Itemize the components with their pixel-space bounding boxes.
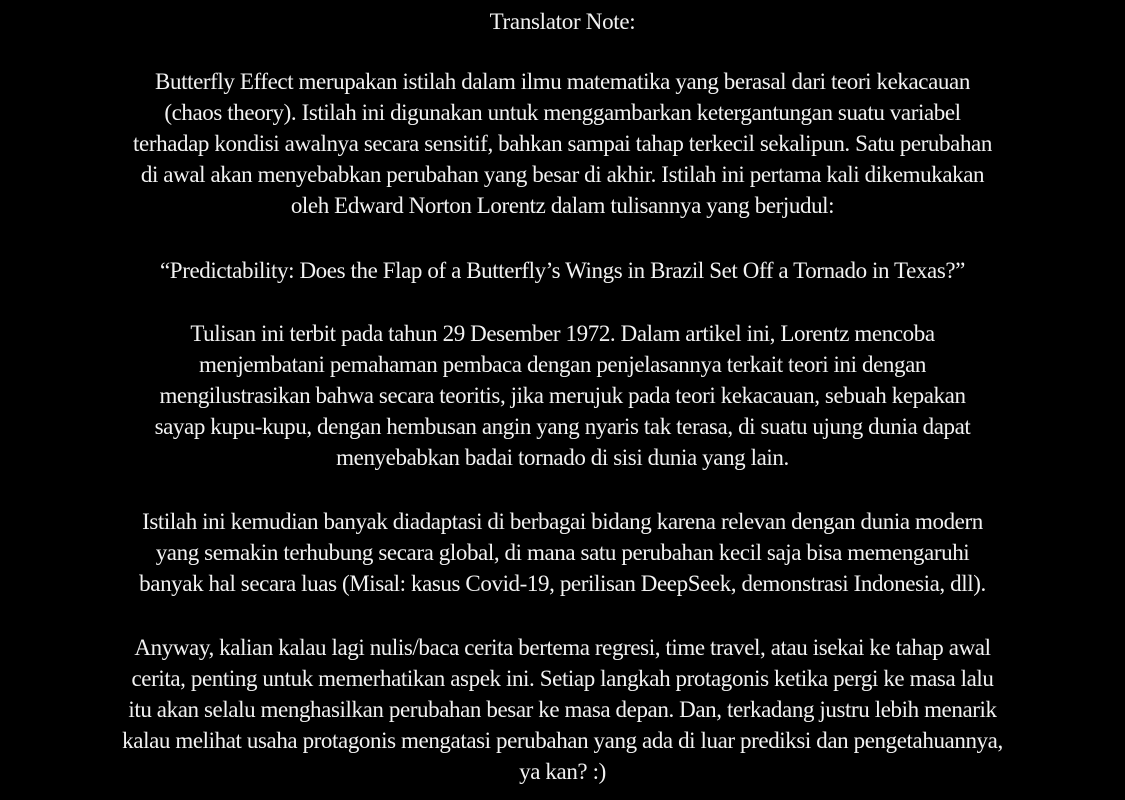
text-line: terhadap kondisi awalnya secara sensitif, bahkan sampai tahap terkecil sekalipun. Satu perubahan	[133, 131, 992, 156]
paragraph-article-explanation	[0, 318, 1125, 473]
text-line: itu akan selalu menghasilkan perubahan besar ke masa depan. Dan, terkadang justru lebih menarik	[128, 697, 997, 722]
text-line: banyak hal secara luas (Misal: kasus Covid-19, perilisan DeepSeek, demonstrasi Indonesia, dll).	[139, 571, 986, 596]
text-line: menyebabkan badai tornado di sisi dunia yang lain.	[336, 445, 789, 470]
text-line: Butterfly Effect merupakan istilah dalam ilmu matematika yang berasal dari teori kekacauan	[155, 69, 970, 94]
text-line: menjembatani pemahaman pembaca dengan penjelasannya terkait teori ini dengan	[198, 352, 926, 377]
quoted-article-title: “Predictability: Does the Flap of a Butterfly’s Wings in Brazil Set Off a Tornado in Texas?”	[160, 258, 965, 283]
text-line: kalau melihat usaha protagonis mengatasi perubahan yang ada di luar prediksi dan pengetahuannya,	[122, 728, 1003, 753]
text-line: (chaos theory). Istilah ini digunakan untuk menggambarkan ketergantungan suatu variabel	[164, 100, 961, 125]
note-title: Translator Note:	[489, 9, 636, 34]
text-line: Tulisan ini terbit pada tahun 29 Desember 1972. Dalam artikel ini, Lorentz mencoba	[190, 321, 935, 346]
text-line: sayap kupu-kupu, dengan hembusan angin yang nyaris tak terasa, di suatu ujung dunia dapat	[154, 414, 971, 439]
paragraph-modern-adaptation	[0, 506, 1125, 599]
text-line: cerita, penting untuk memerhatikan aspek ini. Setiap langkah protagonis ketika pergi ke masa lalu	[131, 666, 994, 691]
text-line: mengilustrasikan bahwa secara teoritis, jika merujuk pada teori kekacauan, sebuah kepakan	[159, 383, 966, 408]
paragraph-butterfly-effect-definition	[0, 66, 1125, 221]
paragraph-story-relevance	[0, 632, 1125, 787]
text-line: Istilah ini kemudian banyak diadaptasi di berbagai bidang karena relevan dengan dunia modern	[142, 509, 983, 534]
text-line: di awal akan menyebabkan perubahan yang besar di akhir. Istilah ini pertama kali dikemukakan	[140, 162, 985, 187]
text-line: Anyway, kalian kalau lagi nulis/baca cerita bertema regresi, time travel, atau isekai ke tahap awal	[134, 635, 991, 660]
text-line: oleh Edward Norton Lorentz dalam tulisannya yang berjudul:	[290, 193, 835, 218]
text-line: ya kan? :)	[519, 759, 606, 784]
paragraph-article-title-quote	[0, 255, 1125, 286]
text-line: yang semakin terhubung secara global, di mana satu perubahan kecil saja bisa memengaruhi	[155, 540, 970, 565]
